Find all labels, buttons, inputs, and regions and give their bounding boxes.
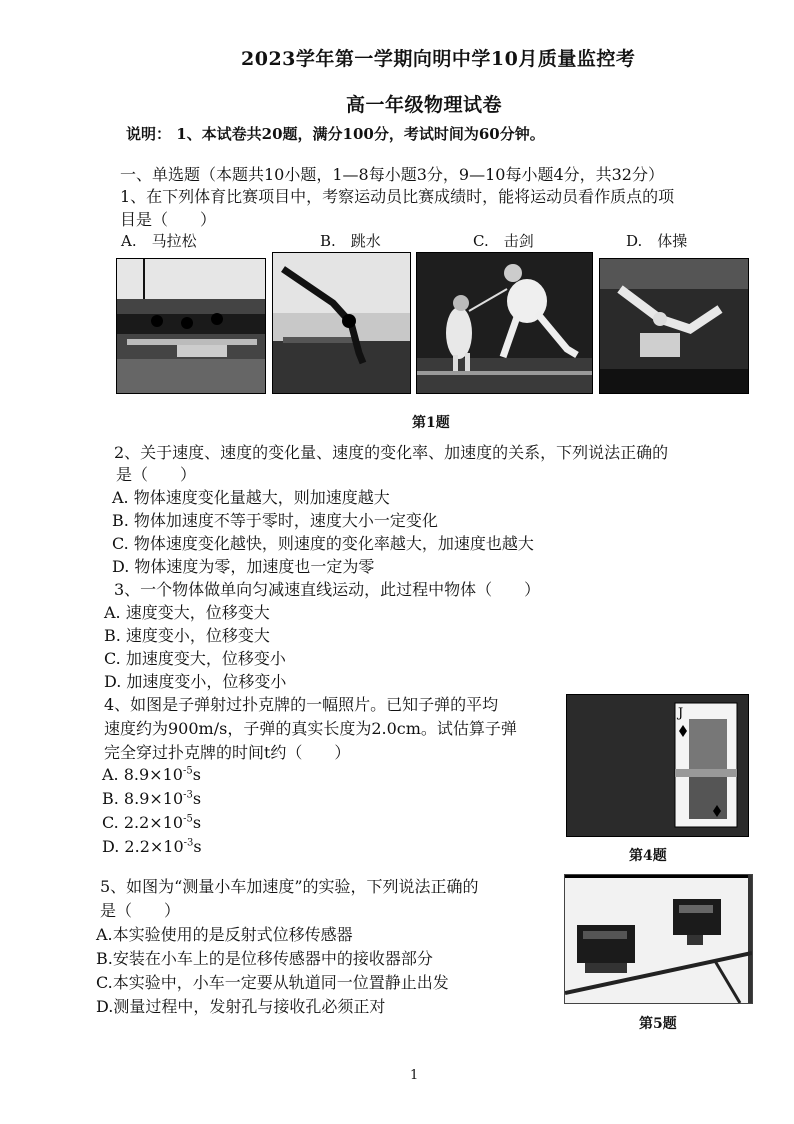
- q4-option-b-unit: s: [192, 789, 202, 808]
- q4-option-c: [102, 813, 201, 832]
- q4-option-c-base: C. 2.2×10: [102, 813, 184, 832]
- photo-diving: [272, 252, 411, 394]
- q4-option-b: [102, 789, 201, 808]
- q4-option-b-exp: -3: [183, 789, 193, 801]
- q1-caption: 第1题: [412, 415, 450, 431]
- q1-stem-line2: 目是（ ）: [120, 210, 217, 229]
- q4-option-d: [102, 837, 202, 856]
- q4-option-d-base: D. 2.2×10: [102, 837, 184, 856]
- q2-option-c: C. 物体速度变化越快，则速度的变化率越大，加速度也越大: [112, 534, 534, 553]
- q4-option-d-exp: -3: [183, 837, 194, 849]
- q3-option-a: A. 速度变大，位移变大: [104, 603, 270, 622]
- page-number: 1: [410, 1068, 419, 1083]
- photo-gymnastics: [599, 258, 749, 394]
- q5-option-c: C.本实验中，小车一定要从轨道同一位置静止出发: [96, 973, 449, 992]
- q4-option-a-unit: s: [192, 765, 201, 784]
- q4-stem-line1: 4、如图是子弹射过扑克牌的一幅照片。已知子弹的平均: [104, 695, 499, 714]
- q4-caption: 第4题: [629, 848, 667, 864]
- exam-subtitle: 高一年级物理试卷: [346, 94, 503, 116]
- q2-option-b: B. 物体加速度不等于零时，速度大小一定变化: [112, 511, 438, 530]
- q3-option-b: B. 速度变小，位移变大: [104, 626, 270, 645]
- q4-option-d-unit: s: [193, 837, 202, 856]
- q2-option-d: D. 物体速度为零，加速度也一定为零: [112, 557, 375, 576]
- q1-option-c: C. 击剑: [473, 232, 534, 250]
- q5-option-b: B.安装在小车上的是位移传感器中的接收器部分: [96, 949, 433, 968]
- photo-fencing: [416, 252, 593, 394]
- q2-stem-line1: 2、关于速度、速度的变化量、速度的变化率、加速度的关系，下列说法正确的: [114, 443, 669, 462]
- q5-option-d: D.测量过程中，发射孔与接收孔必须正对: [96, 997, 386, 1016]
- q4-option-c-unit: s: [192, 813, 202, 832]
- q5-option-a: A.本实验使用的是反射式位移传感器: [96, 925, 353, 944]
- exam-note: 说明： 1、本试卷共20题，满分100分，考试时间为60分钟。: [126, 125, 545, 143]
- q2-option-a: A. 物体速度变化量越大，则加速度越大: [112, 488, 390, 507]
- q5-stem-line2: 是（ ）: [100, 901, 181, 920]
- q3-stem: 3、一个物体做单向匀减速直线运动，此过程中物体（ ）: [114, 580, 541, 599]
- section-heading: 一、单选题（本题共10小题，1—8每小题3分，9—10每小题4分，共32分）: [120, 165, 664, 184]
- photo-bullet-card: [566, 694, 749, 837]
- q4-option-a-base: A. 8.9×10: [102, 765, 183, 784]
- q4-stem-line2: 速度约为900m/s，子弹的真实长度为2.0cm。试估算子弹: [104, 719, 517, 738]
- photo-sensor-track: [564, 874, 753, 1004]
- card-corner-letter: J: [678, 706, 684, 721]
- q5-stem-line1: 5、如图为“测量小车加速度”的实验，下列说法正确的: [100, 877, 479, 896]
- q3-option-d: D. 加速度变小，位移变小: [104, 672, 287, 691]
- q5-caption: 第5题: [639, 1016, 677, 1032]
- photo-marathon: [116, 258, 266, 394]
- q4-stem-line3: 完全穿过扑克牌的时间t约（ ）: [104, 743, 351, 762]
- q2-stem-line2: 是（ ）: [116, 465, 197, 484]
- q4-option-b-base: B. 8.9×10: [102, 789, 184, 808]
- q4-option-a: [102, 765, 201, 784]
- q3-option-c: C. 加速度变大，位移变小: [104, 649, 286, 668]
- q4-option-a-exp: -5: [182, 765, 193, 777]
- q1-option-b: B. 跳水: [320, 232, 381, 250]
- q1-option-d: D. 体操: [626, 232, 688, 250]
- q1-stem-line1: 1、在下列体育比赛项目中，考察运动员比赛成绩时，能将运动员看作质点的项: [120, 187, 675, 206]
- exam-title: 2023学年第一学期向明中学10月质量监控考: [241, 48, 636, 70]
- q1-option-a: A. 马拉松: [121, 232, 197, 250]
- q4-option-c-exp: -5: [183, 813, 193, 825]
